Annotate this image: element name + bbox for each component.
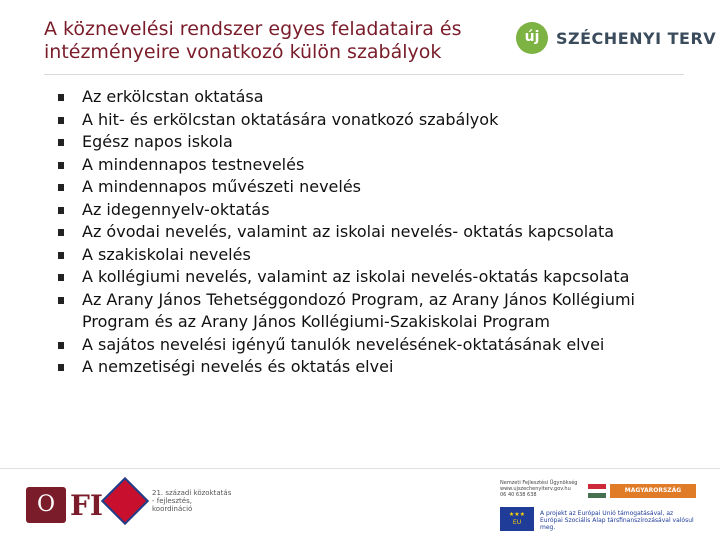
nfu-line: 06 40 638 638 bbox=[500, 492, 537, 498]
nfu-contact bbox=[500, 480, 582, 498]
logo-badge: új bbox=[524, 29, 540, 45]
nfu-line: www.ujszechenyiterv.gov.hu bbox=[500, 486, 571, 492]
ofi-logo-text: FI bbox=[70, 488, 103, 522]
square-bullet-icon bbox=[58, 162, 64, 169]
square-bullet-icon bbox=[58, 229, 64, 236]
list-item-text: Egész napos iskola bbox=[82, 132, 233, 151]
list-item-text: A nemzetiségi nevelés és oktatás elvei bbox=[82, 357, 394, 376]
square-bullet-icon bbox=[58, 184, 64, 191]
eu-funding-text: A projekt az Európai Unió támogatásával, az Európai Szociális Alap társfinanszírozásával valósul meg. bbox=[540, 510, 694, 531]
eu-flag-icon: ★★★ EU bbox=[500, 507, 534, 531]
page-title: A köznevelési rendszer egyes feladataira és intézményeire vonatkozó külön szabályok bbox=[44, 18, 462, 63]
list-item-text: A mindennapos testnevelés bbox=[82, 154, 305, 174]
square-bullet-icon bbox=[58, 139, 64, 146]
szechenyi-terv-logo bbox=[516, 20, 716, 56]
list-item bbox=[58, 221, 698, 244]
list-item bbox=[58, 176, 698, 199]
list-item-text: A sajátos nevelési igényű tanulók nevelésének-oktatásának elvei bbox=[82, 334, 605, 354]
square-bullet-icon bbox=[58, 252, 64, 259]
square-bullet-icon bbox=[58, 364, 64, 371]
eu-flag-label: EU bbox=[512, 519, 522, 526]
square-bullet-icon bbox=[58, 342, 64, 349]
list-item bbox=[58, 266, 698, 289]
list-item bbox=[58, 244, 698, 267]
list-item-text: Az óvodai nevelés, valamint az iskolai nevelés- oktatás kapcsolata bbox=[82, 222, 615, 241]
title-divider bbox=[44, 74, 684, 75]
list-item bbox=[58, 289, 698, 334]
kozoktatas-logo bbox=[108, 484, 232, 518]
footer-divider bbox=[0, 468, 720, 469]
list-item bbox=[58, 131, 698, 154]
kozoktatas-diamond-icon bbox=[101, 477, 149, 525]
list-item-text: A szakiskolai nevelés bbox=[82, 244, 251, 264]
list-item bbox=[58, 356, 698, 379]
nfu-line: Nemzeti Fejlesztési Ügynökség bbox=[500, 480, 578, 486]
bullet-list bbox=[58, 86, 698, 379]
szechenyi-leaf-icon bbox=[516, 22, 548, 54]
logo-text: SZÉCHENYI TERV bbox=[556, 28, 717, 48]
square-bullet-icon bbox=[58, 94, 64, 101]
list-item bbox=[58, 334, 698, 357]
list-item-text: Az Arany János Tehetséggondozó Program, az Arany János Kollégiumi Program és az Arany János Kollégiumi-Szakiskolai Program bbox=[82, 289, 635, 331]
ofi-mark-icon: O bbox=[26, 487, 66, 523]
list-item-text: Az erkölcstan oktatása bbox=[82, 87, 264, 106]
list-item-text: A kollégiumi nevelés, valamint az iskolai nevelés-oktatás kapcsolata bbox=[82, 267, 630, 286]
list-item bbox=[58, 86, 698, 109]
list-item bbox=[58, 199, 698, 222]
kozoktatas-logo-text: 21. századi közoktatás - fejlesztés, koordináció bbox=[152, 489, 232, 513]
list-item bbox=[58, 154, 698, 177]
ofi-logo bbox=[26, 487, 103, 523]
square-bullet-icon bbox=[58, 117, 64, 124]
square-bullet-icon bbox=[58, 297, 64, 304]
square-bullet-icon bbox=[58, 274, 64, 281]
magyarorszag-megujul-badge: MAGYARORSZÁG MEGÚJUL bbox=[610, 484, 696, 498]
list-item-text: Az idegennyelv-oktatás bbox=[82, 199, 270, 219]
list-item bbox=[58, 109, 698, 132]
list-item-text: A mindennapos művészeti nevelés bbox=[82, 177, 361, 196]
square-bullet-icon bbox=[58, 207, 64, 214]
hungary-flag-icon bbox=[588, 484, 606, 498]
list-item-text: A hit- és erkölcstan oktatására vonatkozó szabályok bbox=[82, 109, 499, 129]
